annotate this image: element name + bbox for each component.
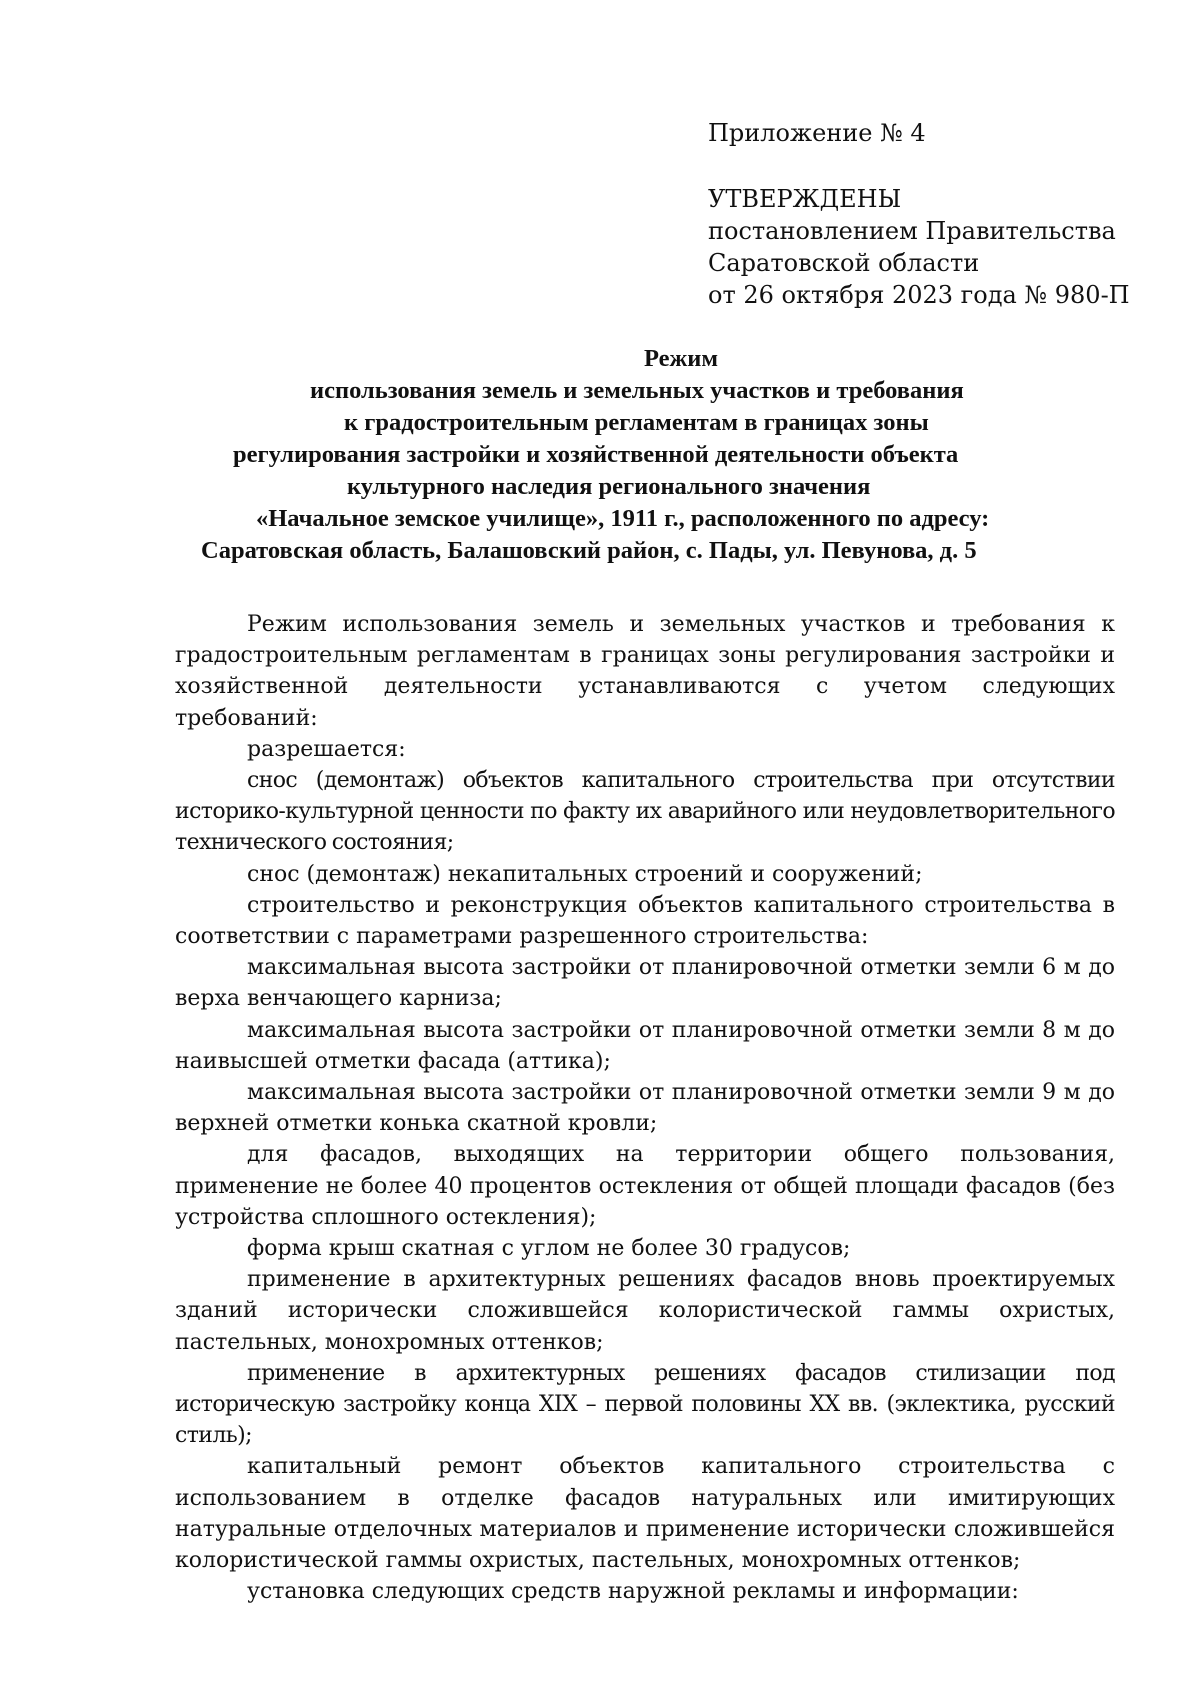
- approval-block: [708, 183, 1148, 311]
- approval-heading: УТВЕРЖДЕНЫ: [708, 185, 902, 213]
- title-line: регулирования застройки и хозяйственной деятельности объекта: [233, 441, 959, 468]
- body-paragraph: капитальный ремонт объектов капитального строительства с использованием в отделке фасадов натуральных или имитирующих натуральные отделочных материалов и применение исторически сложившейся колористической гаммы охристых, пастельных, монохромных оттенков;: [175, 1454, 1115, 1574]
- title-line: к градостроительным регламентам в границах зоны: [344, 409, 929, 436]
- body-paragraph: разрешается:: [247, 736, 406, 762]
- body-paragraph: максимальная высота застройки от планировочной отметки земли 9 м до верхней отметки конька скатной кровли;: [175, 1080, 1115, 1137]
- body-paragraph: для фасадов, выходящих на территории общего пользования, применение не более 40 процентов остекления от общей площади фасадов (без устройства сплошного остекления);: [175, 1142, 1115, 1230]
- body-paragraph: установка следующих средств наружной рекламы и информации:: [247, 1579, 1019, 1605]
- title-line: «Начальное земское училище», 1911 г., расположенного по адресу:: [256, 505, 990, 532]
- body-paragraph: Режим использования земель и земельных участков и требования к градостроительным регламентам в границах зоны регулирования застройки и хозяйственной деятельности устанавливаются с учетом следующих требований:: [175, 612, 1115, 731]
- body-paragraph: применение в архитектурных решениях фасадов вновь проектируемых зданий исторически сложившейся колористической гаммы охристых, пастельных, монохромных оттенков;: [175, 1267, 1115, 1355]
- title-line: Саратовская область, Балашовский район, с. Пады, ул. Певунова, д. 5: [201, 537, 977, 564]
- appendix-number: Приложение № 4: [708, 119, 926, 147]
- body-paragraph: применение в архитектурных решениях фасадов стилизации под историческую застройку конца XIX – первой половины XX вв. (эклектика, русский стиль);: [175, 1360, 1115, 1449]
- body-paragraph: снос (демонтаж) некапитальных строений и сооружений;: [247, 861, 923, 887]
- document-title: [170, 343, 1120, 567]
- document-body: [175, 609, 1115, 1608]
- body-paragraph: максимальная высота застройки от планировочной отметки земли 8 м до наивысшей отметки фасада (аттика);: [175, 1017, 1115, 1074]
- body-paragraph: максимальная высота застройки от планировочной отметки земли 6 м до верха венчающего карниза;: [175, 955, 1115, 1012]
- title-line: Режим: [644, 345, 719, 372]
- title-line: культурного наследия регионального значения: [347, 473, 871, 500]
- approval-date-line: от 26 октября 2023 года № 980-П: [708, 281, 1130, 309]
- approval-line: Саратовской области: [708, 249, 980, 277]
- body-paragraph: строительство и реконструкция объектов капитального строительства в соответствии с параметрами разрешенного строительства:: [175, 892, 1115, 950]
- body-paragraph: форма крыш скатная с углом не более 30 градусов;: [247, 1236, 851, 1262]
- body-paragraph: снос (демонтаж) объектов капитального строительства при отсутствии историко-культурной ценности по факту их аварийного или неудовлетворительного технического состояния;: [175, 768, 1115, 856]
- approval-line: постановлением Правительства: [708, 217, 1116, 245]
- title-line: использования земель и земельных участков и требования: [310, 377, 964, 404]
